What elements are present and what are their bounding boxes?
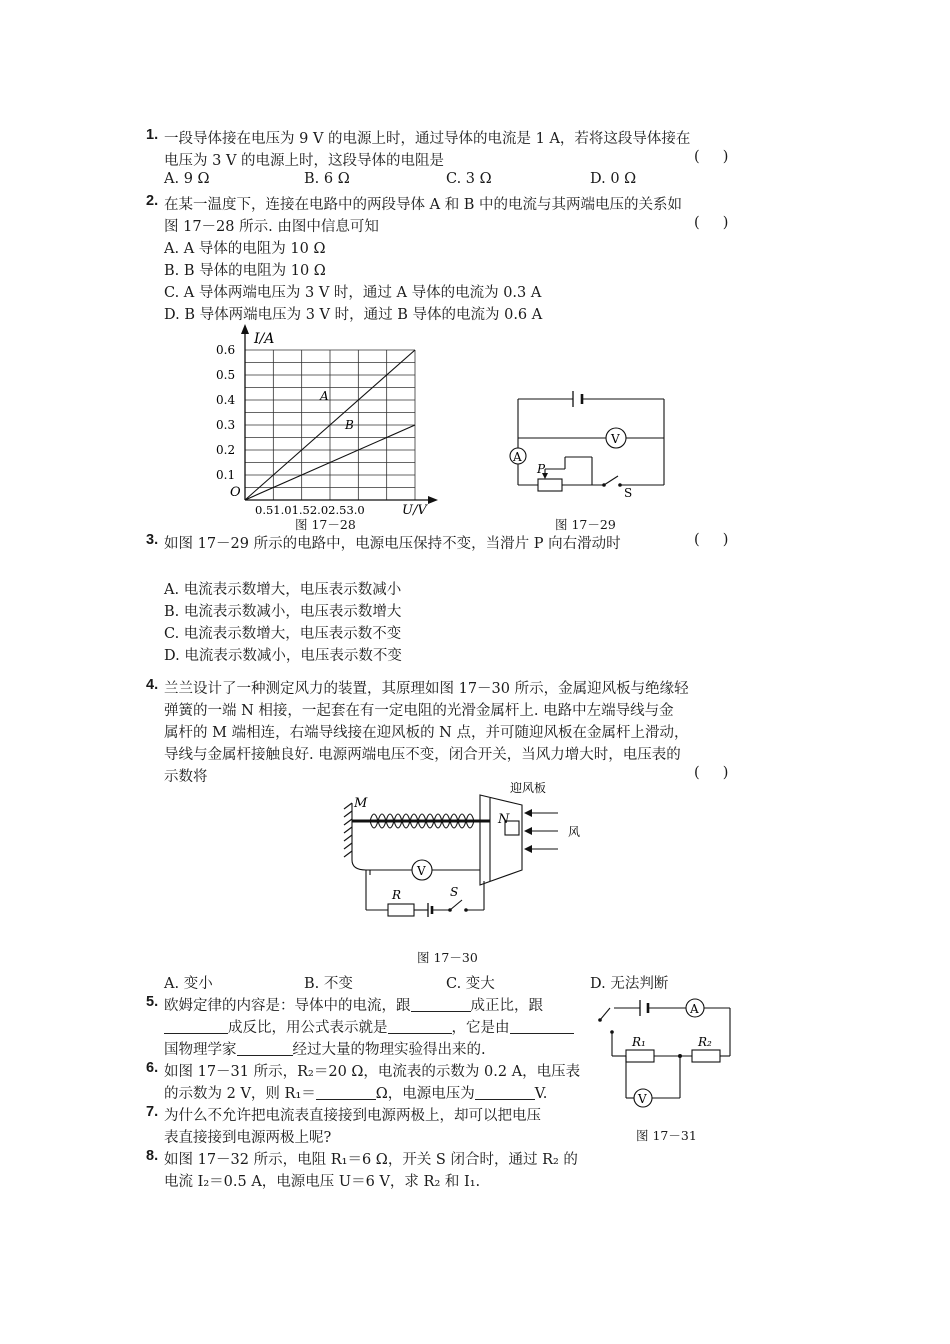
option-a: A. 变小 [164, 976, 213, 992]
question-number: 1. [146, 127, 159, 143]
question-text [164, 1082, 547, 1103]
question-text: 图 17－28 所示. 由图中信息可知 [164, 219, 379, 235]
figure-caption: 图 17－29 [555, 517, 616, 532]
fill-blank[interactable] [316, 1085, 376, 1100]
answer-bracket: ( ) [694, 149, 729, 165]
question-number: 2. [146, 193, 159, 209]
voltmeter-icon: V [638, 1092, 647, 1106]
option-d: D. 无法判断 [590, 976, 669, 992]
question-text: 在某一温度下，连接在电路中的两段导体 A 和 B 中的电流与其两端电压的关系如 [164, 197, 683, 213]
figure-17-31-circuit [588, 990, 738, 1115]
y-axis-label: I/A [254, 331, 275, 347]
x-axis-arrow [428, 496, 438, 504]
text-part: ，它是由 [451, 1020, 510, 1036]
switch-label: S [450, 885, 459, 899]
fill-blank[interactable] [237, 1041, 293, 1056]
question-text: 如图 17－32 所示，电阻 R₁＝6 Ω，开关 S 闭合时，通过 R₂ 的 [164, 1152, 578, 1168]
figure-17-28-graph [210, 320, 450, 535]
question-text: 属杆的 M 端相连，右端导线接在迎风板的 N 点，并可随迎风板在金属杆上滑动， [164, 725, 689, 741]
option-b: B. 不变 [304, 976, 353, 992]
line-a-label: A [320, 389, 329, 403]
y-tick-label: 0.3 [216, 418, 236, 432]
x-axis-label: U/V [402, 503, 427, 518]
voltmeter-icon: V [611, 432, 620, 446]
y-tick-label: 0.4 [216, 393, 236, 407]
x-tick-labels: 0.51.01.52.02.53.0 [255, 503, 365, 517]
question-text: 如图 17－29 所示的电路中，电源电压保持不变，当滑片 P 向右滑动时 [164, 536, 621, 552]
n-label: N [498, 812, 510, 827]
resistor-label: R [392, 888, 402, 902]
question-text: 电压为 3 V 的电源上时，这段导体的电阻是 [164, 153, 445, 169]
text-part: 成正比，跟 [470, 998, 543, 1014]
question-number: 5. [146, 994, 159, 1010]
option-a: A. A 导体的电阻为 10 Ω [164, 241, 326, 257]
ammeter-icon: A [690, 1002, 699, 1016]
switch-label: S [624, 486, 633, 500]
question-text: 示数将 [164, 769, 208, 785]
option-a: A. 电流表示数增大，电压表示数减小 [164, 582, 402, 598]
y-tick-label: 0.1 [216, 468, 236, 482]
ammeter-icon: A [513, 450, 522, 464]
y-tick-labels [216, 343, 235, 482]
voltmeter-icon: V [417, 864, 426, 878]
y-tick-label: 0.6 [216, 343, 236, 357]
option-d: D. B 导体两端电压为 3 V 时，通过 B 导体的电流为 0.6 A [164, 307, 543, 323]
text-part: 经过大量的物理实验得出来的. [292, 1042, 486, 1058]
option-c: C. 电流表示数增大，电压表示数不变 [164, 626, 402, 642]
fill-blank[interactable] [164, 1019, 228, 1034]
question-text [164, 994, 543, 1015]
slider-label: P [537, 462, 546, 476]
fill-blank[interactable] [475, 1085, 535, 1100]
m-label: M [354, 796, 368, 811]
figure-caption: 图 17－30 [417, 950, 478, 965]
question-number: 7. [146, 1104, 159, 1120]
question-text: 导线与金属杆接触良好. 电源两端电压不变，闭合开关，当风力增大时，电压表的 [164, 747, 681, 763]
question-number: 8. [146, 1148, 159, 1164]
option-b: B. 6 Ω [304, 171, 350, 187]
question-text: 兰兰设计了一种测定风力的装置，其原理如图 17－30 所示，金属迎风板与绝缘轻 [164, 681, 689, 697]
option-d: D. 0 Ω [590, 171, 637, 187]
option-c: C. A 导体两端电压为 3 V 时，通过 A 导体的电流为 0.3 A [164, 285, 542, 301]
y-tick-label: 0.5 [216, 368, 236, 382]
text-part: 国物理学家 [164, 1042, 237, 1058]
r2-label: R₂ [698, 1035, 712, 1049]
fill-blank[interactable] [411, 997, 471, 1012]
question-text [164, 1016, 574, 1037]
question-text: 表直接接到电源两极上呢? [164, 1130, 332, 1146]
text-part: Ω，电源电压为 [375, 1086, 475, 1102]
line-b-label: B [345, 418, 354, 432]
option-b: B. B 导体的电阻为 10 Ω [164, 263, 326, 279]
r1-label: R₁ [632, 1035, 646, 1049]
question-text: 为什么不允许把电流表直接接到电源两极上，却可以把电压 [164, 1108, 541, 1124]
figure-caption: 图 17－28 [295, 517, 356, 532]
answer-bracket: ( ) [694, 532, 729, 548]
question-text: 一段导体接在电压为 9 V 的电源上时，通过导体的电流是 1 A，若将这段导体接在 [164, 131, 691, 147]
y-axis-arrow [241, 324, 249, 334]
question-number: 6. [146, 1060, 159, 1076]
option-a: A. 9 Ω [164, 171, 210, 187]
option-d: D. 电流表示数减小，电压表示数不变 [164, 648, 402, 664]
text-part: 成反比，用公式表示就是 [228, 1020, 388, 1036]
origin-label: O [230, 485, 241, 500]
question-number: 3. [146, 532, 159, 548]
question-number: 4. [146, 677, 159, 693]
plate-label: 迎风板 [510, 781, 547, 795]
question-text [164, 1038, 486, 1059]
figure-17-29-circuit [500, 385, 680, 500]
question-text: 如图 17－31 所示，R₂＝20 Ω，电流表的示数为 0.2 A，电压表 [164, 1064, 581, 1080]
figure-17-30-wind-device [340, 775, 600, 920]
text-part: 的示数为 2 V，则 R₁＝ [164, 1086, 316, 1102]
answer-bracket: ( ) [694, 765, 729, 781]
figure-caption: 图 17－31 [636, 1128, 697, 1143]
question-text: 电流 I₂＝0.5 A，电源电压 U＝6 V，求 R₂ 和 I₁. [164, 1174, 481, 1190]
text-part: V. [534, 1086, 548, 1102]
fill-blank[interactable] [388, 1019, 452, 1034]
question-text: 弹簧的一端 N 相接，一起套在有一定电阻的光滑金属杆上. 电路中左端导线与金 [164, 703, 674, 719]
text-part: 欧姆定律的内容是：导体中的电流，跟 [164, 998, 411, 1014]
option-c: C. 3 Ω [446, 171, 492, 187]
option-c: C. 变大 [446, 976, 495, 992]
fill-blank[interactable] [510, 1019, 574, 1034]
wind-label: 风 [568, 825, 581, 839]
y-tick-label: 0.2 [216, 443, 236, 457]
answer-bracket: ( ) [694, 215, 729, 231]
option-b: B. 电流表示数减小，电压表示数增大 [164, 604, 402, 620]
